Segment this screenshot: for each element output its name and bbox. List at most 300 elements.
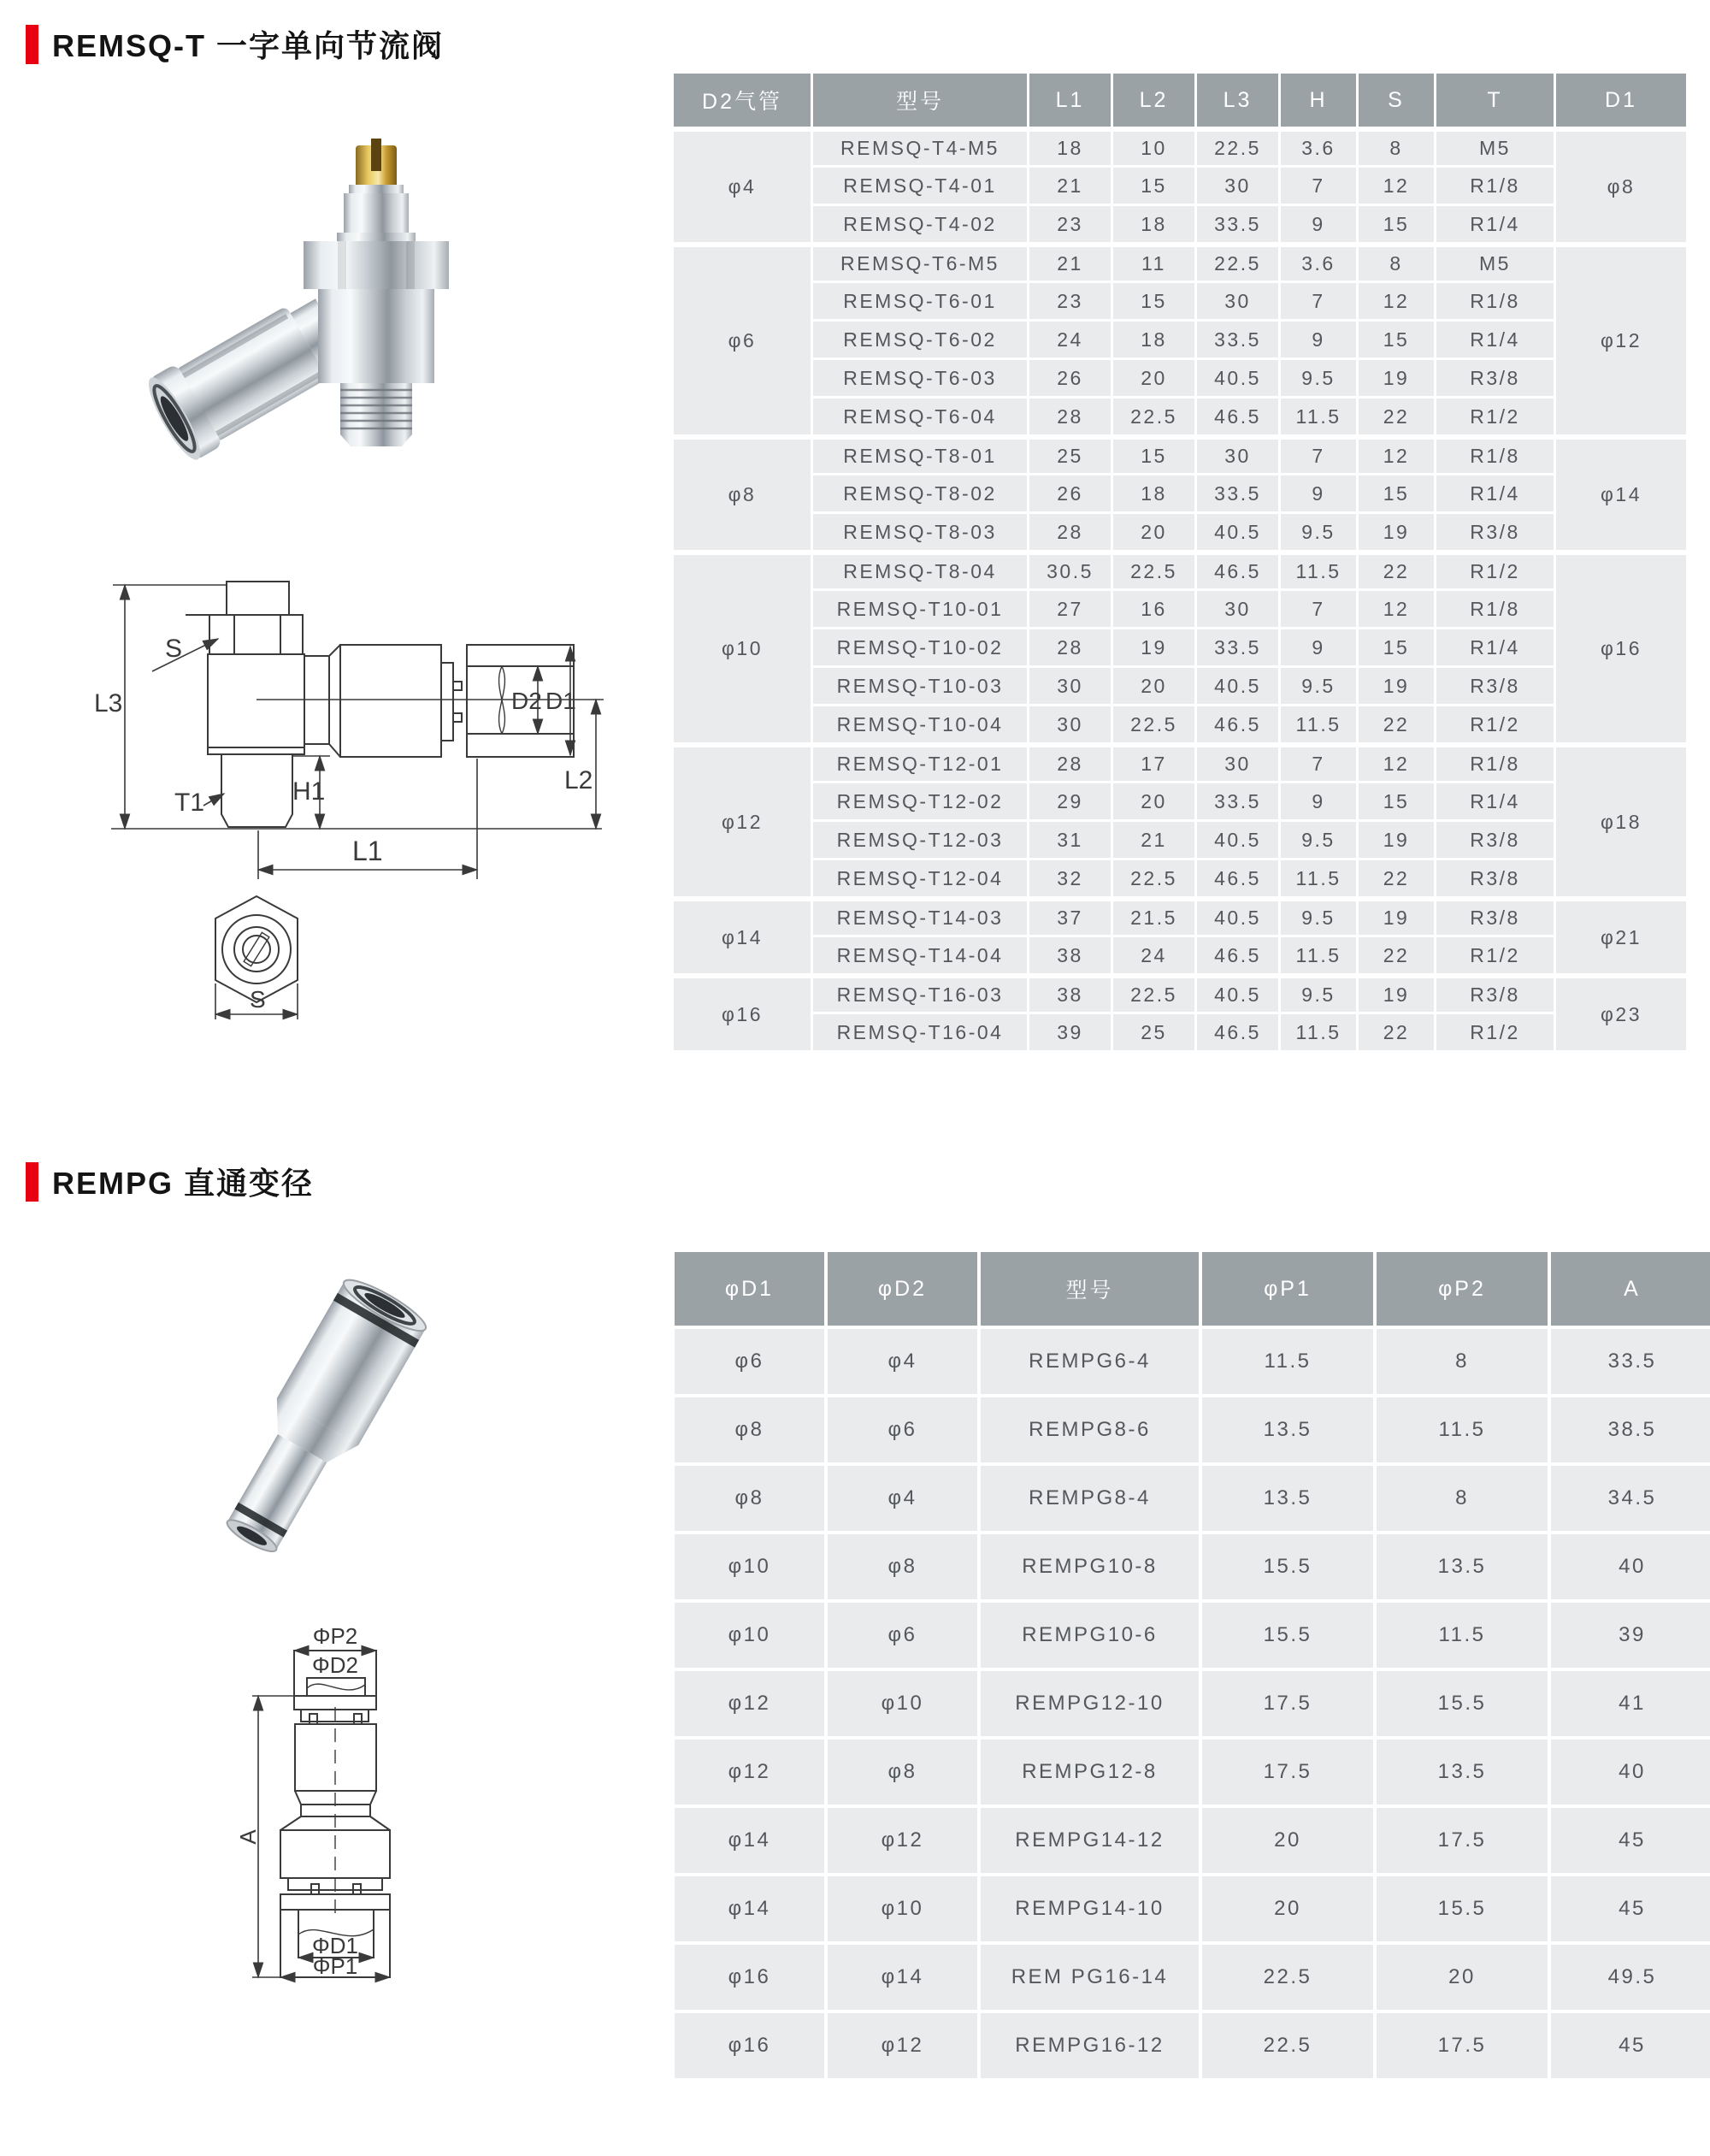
model-cell: REMPG12-8 [981, 1740, 1199, 1805]
d1-cell: φ14 [675, 1808, 824, 1873]
l1-cell: 29 [1029, 783, 1111, 819]
model-cell: REMSQ-T4-02 [813, 206, 1027, 242]
page-title: REMSQ-T 一字单向节流阀 [52, 28, 444, 63]
l3-cell: 46.5 [1197, 1014, 1278, 1050]
model-cell: REMSQ-T10-03 [813, 668, 1027, 704]
remsq-t-spec-table [671, 71, 1689, 1053]
d2-cell: φ12 [828, 2013, 977, 2078]
d2-cell: φ8 [828, 1740, 977, 1805]
p2-cell: 20 [1377, 1945, 1548, 2010]
s-cell: 12 [1359, 437, 1434, 473]
model-cell: REMSQ-T4-01 [813, 168, 1027, 204]
l1-cell: 24 [1029, 322, 1111, 357]
p1-cell: 13.5 [1202, 1466, 1373, 1531]
d2-cell: φ10 [828, 1876, 977, 1941]
l3-cell: 33.5 [1197, 322, 1278, 357]
column-header: L2 [1113, 74, 1194, 127]
h-cell: 9 [1281, 783, 1356, 819]
l1-cell: 38 [1029, 976, 1111, 1012]
column-header: φP2 [1377, 1252, 1548, 1326]
d2-pipe-cell: φ12 [674, 745, 811, 896]
d1-cell: φ12 [675, 1671, 824, 1736]
model-cell: REMSQ-T14-03 [813, 899, 1027, 935]
l2-cell: 21.5 [1113, 899, 1194, 935]
d1-cell: φ8 [1556, 129, 1686, 242]
l1-cell: 28 [1029, 399, 1111, 434]
table-row [675, 1876, 1710, 1941]
reducer-fitting-illustration [184, 1274, 449, 1574]
table-row [674, 129, 1686, 165]
elbow-fitting-illustration [128, 120, 504, 462]
p1-cell: 15.5 [1202, 1534, 1373, 1599]
s-cell: 22 [1359, 937, 1434, 973]
l2-cell: 20 [1113, 783, 1194, 819]
model-cell: REMSQ-T6-01 [813, 283, 1027, 319]
section1-title [26, 22, 444, 66]
l3-cell: 40.5 [1197, 360, 1278, 396]
l2-cell: 21 [1113, 822, 1194, 858]
l2-cell: 11 [1113, 245, 1194, 281]
l3-cell: 46.5 [1197, 706, 1278, 742]
model-cell: REMPG16-12 [981, 2013, 1199, 2078]
d1-cell: φ16 [675, 1945, 824, 2010]
model-cell: REMPG14-12 [981, 1808, 1199, 1873]
table-row [674, 552, 1686, 588]
d1-cell: φ10 [675, 1534, 824, 1599]
l2-cell: 15 [1113, 437, 1194, 473]
model-cell: REMSQ-T6-03 [813, 360, 1027, 396]
model-cell: REMSQ-T8-04 [813, 552, 1027, 588]
h-cell: 7 [1281, 745, 1356, 781]
s-cell: 12 [1359, 168, 1434, 204]
l3-cell: 33.5 [1197, 476, 1278, 511]
p2-cell: 11.5 [1377, 1397, 1548, 1462]
d1-cell: φ12 [675, 1740, 824, 1805]
p1-cell: 22.5 [1202, 2013, 1373, 2078]
l1-cell: 21 [1029, 168, 1111, 204]
a-cell: 49.5 [1551, 1945, 1710, 2010]
model-cell: REMPG14-10 [981, 1876, 1199, 1941]
t-cell: R1/8 [1436, 437, 1554, 473]
l3-cell: 22.5 [1197, 245, 1278, 281]
table-row [674, 476, 1686, 511]
d2-cell: φ8 [828, 1534, 977, 1599]
l3-cell: 33.5 [1197, 783, 1278, 819]
h-cell: 11.5 [1281, 399, 1356, 434]
l3-cell: 46.5 [1197, 399, 1278, 434]
l2-cell: 22.5 [1113, 860, 1194, 896]
table-row [674, 629, 1686, 665]
l1-cell: 18 [1029, 129, 1111, 165]
table-row [674, 668, 1686, 704]
t-cell: M5 [1436, 245, 1554, 281]
model-cell: REMPG8-4 [981, 1466, 1199, 1531]
d2-cell: φ12 [828, 1808, 977, 1873]
d2-top-label: ΦD2 [312, 1652, 358, 1678]
p1-cell: 13.5 [1202, 1397, 1373, 1462]
h-cell: 9.5 [1281, 360, 1356, 396]
l1-cell: 26 [1029, 476, 1111, 511]
l3-cell: 30 [1197, 168, 1278, 204]
d1-cell: φ10 [675, 1603, 824, 1668]
s-cell: 8 [1359, 245, 1434, 281]
s-cell: 12 [1359, 591, 1434, 627]
h-cell: 3.6 [1281, 129, 1356, 165]
reducer-drawing [128, 1625, 470, 2156]
h-cell: 9 [1281, 322, 1356, 357]
l2-cell: 24 [1113, 937, 1194, 973]
l2-cell: 22.5 [1113, 976, 1194, 1012]
remsq-t-dimension-drawing [86, 547, 616, 1026]
rempg-table-header-row [675, 1252, 1710, 1326]
remsq-t-product-photo [128, 120, 504, 462]
t-cell: R3/8 [1436, 514, 1554, 550]
p2-cell: 13.5 [1377, 1740, 1548, 1805]
t-cell: R1/4 [1436, 476, 1554, 511]
p2-label: ΦP2 [312, 1625, 358, 1649]
p1-cell: 15.5 [1202, 1603, 1373, 1668]
a-cell: 45 [1551, 1876, 1710, 1941]
d1-cell: φ8 [675, 1466, 824, 1531]
l2-cell: 18 [1113, 206, 1194, 242]
column-header: φD1 [675, 1252, 824, 1326]
model-cell: REMSQ-T6-M5 [813, 245, 1027, 281]
table-row [674, 822, 1686, 858]
model-cell: REMSQ-T12-02 [813, 783, 1027, 819]
rempg-dimension-drawing [128, 1625, 470, 2156]
h1-label: H1 [292, 777, 326, 806]
l1-cell: 31 [1029, 822, 1111, 858]
l3-cell: 46.5 [1197, 860, 1278, 896]
valve-body [304, 185, 449, 383]
table-row [675, 1534, 1710, 1599]
table-row [675, 1740, 1710, 1805]
d2-pipe-cell: φ4 [674, 129, 811, 242]
table-row [674, 591, 1686, 627]
model-cell: REMSQ-T6-04 [813, 399, 1027, 434]
table-row [674, 360, 1686, 396]
t1-label: T1 [174, 789, 205, 817]
d2-cell: φ14 [828, 1945, 977, 2010]
a-cell: 34.5 [1551, 1466, 1710, 1531]
t-cell: R1/4 [1436, 783, 1554, 819]
l2-label: L2 [564, 766, 593, 794]
l2-cell: 20 [1113, 668, 1194, 704]
s-cell: 8 [1359, 129, 1434, 165]
l2-cell: 18 [1113, 476, 1194, 511]
model-cell: REMPG8-6 [981, 1397, 1199, 1462]
p2-cell: 8 [1377, 1466, 1548, 1531]
l1-cell: 26 [1029, 360, 1111, 396]
threaded-stud [340, 383, 412, 446]
l1-cell: 23 [1029, 283, 1111, 319]
s-cell: 22 [1359, 860, 1434, 896]
p1-cell: 11.5 [1202, 1329, 1373, 1394]
s-bottom-label: S [250, 986, 266, 1013]
table-row [675, 1945, 1710, 2010]
h-cell: 9 [1281, 476, 1356, 511]
column-header: 型号 [981, 1252, 1199, 1326]
d2-pipe-cell: φ6 [674, 245, 811, 434]
model-cell: REMSQ-T10-02 [813, 629, 1027, 665]
d2-cell: φ6 [828, 1603, 977, 1668]
l3-cell: 40.5 [1197, 822, 1278, 858]
l2-cell: 18 [1113, 322, 1194, 357]
a-cell: 41 [1551, 1671, 1710, 1736]
h-cell: 7 [1281, 437, 1356, 473]
p2-cell: 17.5 [1377, 2013, 1548, 2078]
section-title-text: REMPG 直通变径 [52, 1166, 315, 1201]
model-cell: REMSQ-T12-04 [813, 860, 1027, 896]
d1-cell: φ14 [675, 1876, 824, 1941]
s-leader-label: S [165, 635, 183, 663]
a-cell: 40 [1551, 1534, 1710, 1599]
s-cell: 22 [1359, 1014, 1434, 1050]
l1-cell: 21 [1029, 245, 1111, 281]
t-cell: R1/2 [1436, 706, 1554, 742]
table-row [675, 1808, 1710, 1873]
h-cell: 11.5 [1281, 937, 1356, 973]
p1-label: ΦP1 [312, 1953, 358, 1979]
d1-cell: φ6 [675, 1329, 824, 1394]
s-cell: 15 [1359, 783, 1434, 819]
s-cell: 15 [1359, 322, 1434, 357]
table-row [674, 976, 1686, 1012]
l3-cell: 46.5 [1197, 552, 1278, 588]
l1-cell: 28 [1029, 514, 1111, 550]
l3-cell: 22.5 [1197, 129, 1278, 165]
l2-cell: 10 [1113, 129, 1194, 165]
rempg-spec-table [671, 1249, 1710, 2082]
rempg-product-photo [184, 1274, 449, 1574]
l3-cell: 40.5 [1197, 668, 1278, 704]
l2-cell: 15 [1113, 168, 1194, 204]
table-row [675, 1397, 1710, 1462]
table-row [674, 283, 1686, 319]
model-cell: REMSQ-T14-04 [813, 937, 1027, 973]
l3-cell: 40.5 [1197, 899, 1278, 935]
d1-cell: φ14 [1556, 437, 1686, 550]
h-cell: 9 [1281, 629, 1356, 665]
l1-cell: 28 [1029, 745, 1111, 781]
p1-cell: 17.5 [1202, 1740, 1373, 1805]
remsq-table-body [674, 129, 1686, 1050]
d1-bottom-label: ΦD1 [312, 1933, 358, 1958]
s-cell: 19 [1359, 668, 1434, 704]
p1-cell: 20 [1202, 1876, 1373, 1941]
l1-cell: 27 [1029, 591, 1111, 627]
rempg-spec-table-wrap [671, 1249, 1693, 2082]
l2-cell: 20 [1113, 514, 1194, 550]
remsq-table-header-row [674, 74, 1686, 127]
p1-cell: 22.5 [1202, 1945, 1373, 2010]
l3-cell: 30 [1197, 745, 1278, 781]
l1-cell: 30 [1029, 668, 1111, 704]
table-row [674, 245, 1686, 281]
d2-cell: φ6 [828, 1397, 977, 1462]
model-cell: REMSQ-T8-03 [813, 514, 1027, 550]
d2-pipe-cell: φ16 [674, 976, 811, 1050]
model-cell: REMSQ-T4-M5 [813, 129, 1027, 165]
model-cell: REMPG10-6 [981, 1603, 1199, 1668]
p2-cell: 8 [1377, 1329, 1548, 1394]
table-row [674, 168, 1686, 204]
l2-cell: 20 [1113, 360, 1194, 396]
l1-cell: 39 [1029, 1014, 1111, 1050]
title-accent-bar [26, 1162, 38, 1202]
t-cell: R1/2 [1436, 1014, 1554, 1050]
s-cell: 19 [1359, 822, 1434, 858]
s-cell: 19 [1359, 976, 1434, 1012]
h-cell: 9.5 [1281, 514, 1356, 550]
a-cell: 33.5 [1551, 1329, 1710, 1394]
l1-cell: 38 [1029, 937, 1111, 973]
s-cell: 19 [1359, 514, 1434, 550]
h-cell: 3.6 [1281, 245, 1356, 281]
l3-cell: 46.5 [1197, 937, 1278, 973]
column-header: T [1436, 74, 1554, 127]
d2-pipe-cell: φ10 [674, 552, 811, 742]
l1-cell: 30 [1029, 706, 1111, 742]
table-row [675, 1329, 1710, 1394]
t-cell: R1/4 [1436, 322, 1554, 357]
model-cell: REMPG6-4 [981, 1329, 1199, 1394]
model-cell: REMSQ-T16-03 [813, 976, 1027, 1012]
model-cell: REMSQ-T8-01 [813, 437, 1027, 473]
a-cell: 45 [1551, 1808, 1710, 1873]
d2-cell: φ4 [828, 1466, 977, 1531]
p2-cell: 13.5 [1377, 1534, 1548, 1599]
table-row [674, 437, 1686, 473]
table-row [674, 399, 1686, 434]
table-row [675, 1466, 1710, 1531]
p2-cell: 11.5 [1377, 1603, 1548, 1668]
s-cell: 15 [1359, 206, 1434, 242]
t-cell: R3/8 [1436, 899, 1554, 935]
t-cell: R1/2 [1436, 552, 1554, 588]
l3-label: L3 [94, 689, 123, 718]
table-row [674, 783, 1686, 819]
table-row [674, 322, 1686, 357]
h-cell: 7 [1281, 168, 1356, 204]
l1-cell: 28 [1029, 629, 1111, 665]
l3-cell: 30 [1197, 437, 1278, 473]
model-cell: REMSQ-T12-01 [813, 745, 1027, 781]
table-row [675, 1603, 1710, 1668]
a-cell: 40 [1551, 1740, 1710, 1805]
column-header: φD2 [828, 1252, 977, 1326]
column-header: L1 [1029, 74, 1111, 127]
table-row [674, 514, 1686, 550]
table-row [675, 2013, 1710, 2078]
t-cell: R1/2 [1436, 399, 1554, 434]
d1-cell: φ8 [675, 1397, 824, 1462]
d1-cell: φ16 [675, 2013, 824, 2078]
column-header: 型号 [813, 74, 1027, 127]
t-cell: R1/8 [1436, 168, 1554, 204]
model-cell: REM PG16-14 [981, 1945, 1199, 2010]
table-row [674, 206, 1686, 242]
d2-cell: φ4 [828, 1329, 977, 1394]
t-cell: R1/8 [1436, 591, 1554, 627]
l1-cell: 30.5 [1029, 552, 1111, 588]
a-label: A [235, 1829, 261, 1845]
column-header: H [1281, 74, 1356, 127]
l1-label: L1 [352, 836, 383, 866]
h-cell: 9.5 [1281, 668, 1356, 704]
t-cell: R1/4 [1436, 206, 1554, 242]
s-cell: 12 [1359, 283, 1434, 319]
l3-cell: 40.5 [1197, 514, 1278, 550]
table-row [675, 1671, 1710, 1736]
a-cell: 45 [1551, 2013, 1710, 2078]
h-cell: 9.5 [1281, 899, 1356, 935]
l1-cell: 23 [1029, 206, 1111, 242]
t-cell: R1/8 [1436, 283, 1554, 319]
section2-title [26, 1160, 314, 1203]
model-cell: REMSQ-T10-04 [813, 706, 1027, 742]
elbow-drawing [86, 547, 616, 1026]
title-accent-bar [26, 25, 38, 64]
model-cell: REMPG12-10 [981, 1671, 1199, 1736]
s-cell: 15 [1359, 629, 1434, 665]
h-cell: 7 [1281, 283, 1356, 319]
d1-label: D1 [545, 688, 576, 714]
model-cell: REMSQ-T16-04 [813, 1014, 1027, 1050]
d2-label: D2 [511, 688, 542, 714]
l2-cell: 22.5 [1113, 399, 1194, 434]
p1-cell: 20 [1202, 1808, 1373, 1873]
l3-cell: 33.5 [1197, 629, 1278, 665]
rempg-table-body [675, 1329, 1710, 2078]
reducer-body [207, 1274, 431, 1566]
a-cell: 38.5 [1551, 1397, 1710, 1462]
s-cell: 12 [1359, 745, 1434, 781]
t-cell: R1/4 [1436, 629, 1554, 665]
s-cell: 19 [1359, 899, 1434, 935]
table-row [674, 860, 1686, 896]
t-cell: R3/8 [1436, 360, 1554, 396]
d1-cell: φ18 [1556, 745, 1686, 896]
s-cell: 15 [1359, 476, 1434, 511]
d2-cell: φ10 [828, 1671, 977, 1736]
column-header: φP1 [1202, 1252, 1373, 1326]
l2-cell: 15 [1113, 283, 1194, 319]
t-cell: M5 [1436, 129, 1554, 165]
h-cell: 9 [1281, 206, 1356, 242]
s-cell: 22 [1359, 552, 1434, 588]
t-cell: R1/2 [1436, 937, 1554, 973]
d1-cell: φ12 [1556, 245, 1686, 434]
h-cell: 9.5 [1281, 976, 1356, 1012]
p2-cell: 15.5 [1377, 1876, 1548, 1941]
l2-cell: 22.5 [1113, 706, 1194, 742]
model-cell: REMSQ-T6-02 [813, 322, 1027, 357]
h-cell: 11.5 [1281, 552, 1356, 588]
model-cell: REMSQ-T8-02 [813, 476, 1027, 511]
table-row [674, 745, 1686, 781]
l2-cell: 25 [1113, 1014, 1194, 1050]
table-row [674, 937, 1686, 973]
l1-cell: 25 [1029, 437, 1111, 473]
column-header: D2气管 [674, 74, 811, 127]
p2-cell: 17.5 [1377, 1808, 1548, 1873]
d2-pipe-cell: φ14 [674, 899, 811, 973]
a-cell: 39 [1551, 1603, 1710, 1668]
t-cell: R1/8 [1436, 745, 1554, 781]
l1-cell: 32 [1029, 860, 1111, 896]
p1-cell: 17.5 [1202, 1671, 1373, 1736]
